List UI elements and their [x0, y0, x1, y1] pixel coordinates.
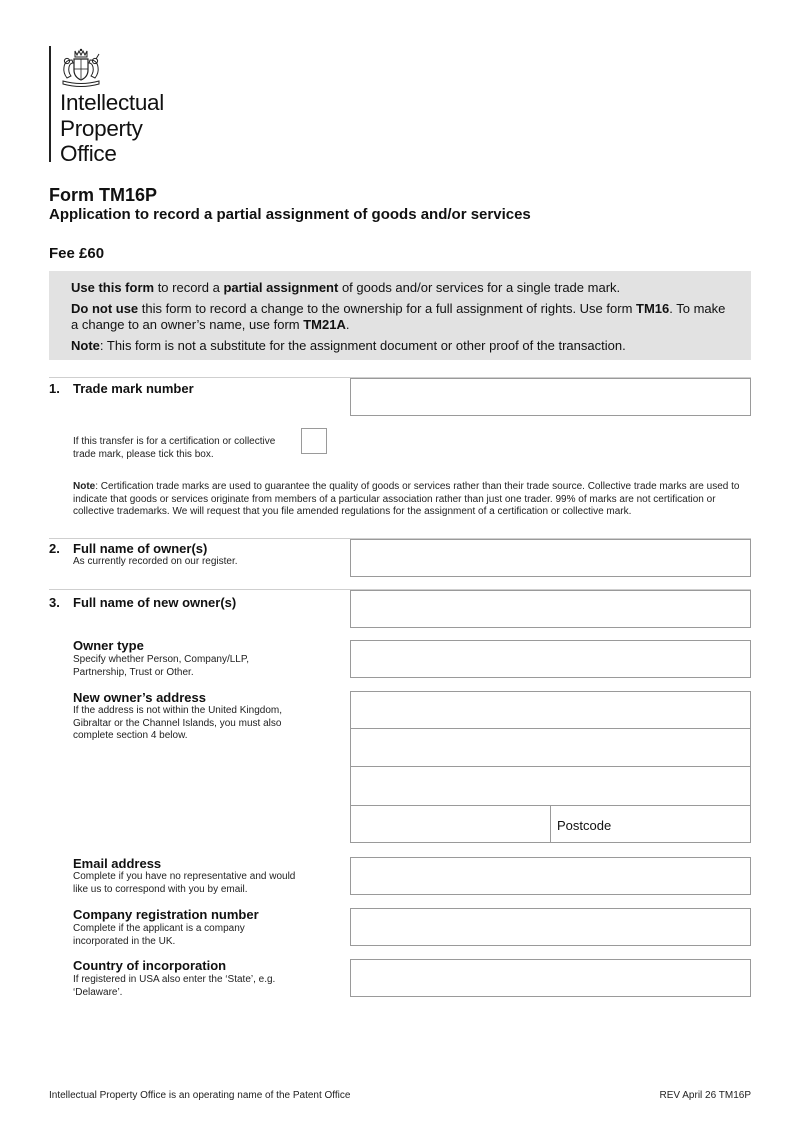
company-registration-hint: Complete if the applicant is a company incorporated in the UK.	[73, 923, 245, 947]
section-2-number: 2.	[49, 541, 60, 556]
info-do-not-use: Do not use this form to record a change to the ownership for a full assignment of rights. Use form TM16. To make a change to an owner’s name, use form TM21A.	[71, 300, 726, 332]
new-owner-address-hint: If the address is not within the United Kingdom, Gibraltar or the Channel Islands, you must also complete section 4 below.	[73, 705, 283, 741]
full-name-new-owner-field[interactable]	[350, 590, 751, 628]
section-3-number: 3.	[49, 595, 60, 610]
owner-type-field[interactable]	[350, 640, 751, 678]
email-address-hint: Complete if you have no representative and would like us to correspond with you by email.	[73, 871, 296, 895]
trade-mark-number-label: Trade mark number	[73, 381, 194, 396]
org-name-line3: Office	[60, 141, 117, 166]
fee-label: Fee £60	[49, 245, 105, 262]
certification-tick-hint: If this transfer is for a certification or collective trade mark, please tick this box.	[73, 436, 276, 460]
footer-revision: REV April 26 TM16P	[659, 1090, 751, 1101]
org-name	[60, 90, 164, 167]
trade-mark-number-field[interactable]	[350, 378, 751, 416]
address-line-2-field[interactable]	[350, 728, 751, 767]
org-name-line1: Intellectual	[60, 90, 164, 115]
info-use-this-form: Use this form to record a partial assignment of goods and/or services for a single trade mark.	[71, 280, 621, 295]
full-name-new-owner-label: Full name of new owner(s)	[73, 595, 237, 610]
email-address-field[interactable]	[350, 857, 751, 895]
ipo-logo	[49, 46, 249, 166]
country-incorporation-field[interactable]	[350, 959, 751, 997]
form-title: Form TM16P	[49, 185, 158, 205]
logo-rule	[49, 46, 51, 162]
certification-checkbox[interactable]	[301, 428, 327, 454]
info-panel	[49, 271, 751, 360]
full-name-owner-field[interactable]	[350, 539, 751, 577]
company-registration-field[interactable]	[350, 908, 751, 946]
footer-operating-name: Intellectual Property Office is an operating name of the Patent Office	[49, 1090, 351, 1101]
full-name-owner-hint: As currently recorded on our register.	[73, 556, 238, 567]
company-registration-label: Company registration number	[73, 907, 259, 922]
owner-type-label: Owner type	[73, 638, 144, 653]
country-incorporation-label: Country of incorporation	[73, 958, 227, 973]
certification-note: Note: Certification trade marks are used to guarantee the quality of goods or services rather than their trade source. Collective trade marks are used to indicate that goods or services originate from members of a particular association rather than just one trader. 99% of marks are not certification or collective trademarks. We will request that you file amended regulations for the assignment of a certification or collective mark.	[73, 481, 740, 517]
country-incorporation-hint: If registered in USA also enter the ‘State’, e.g. ‘Delaware’.	[73, 974, 276, 998]
full-name-owner-label: Full name of owner(s)	[73, 541, 208, 556]
form-subtitle: Application to record a partial assignment of goods and/or services	[49, 206, 531, 223]
email-address-label: Email address	[73, 856, 162, 871]
address-line-4-field[interactable]	[350, 805, 551, 843]
address-line-3-field[interactable]	[350, 766, 751, 806]
royal-crest-icon	[59, 48, 103, 88]
section-1-number: 1.	[49, 381, 60, 396]
address-line-1-field[interactable]	[350, 691, 751, 729]
new-owner-address-label: New owner’s address	[73, 690, 206, 705]
org-name-line2: Property	[60, 115, 143, 141]
info-note: Note: This form is not a substitute for the assignment document or other proof of the transaction.	[71, 337, 626, 353]
postcode-label: Postcode	[557, 818, 612, 833]
postcode-field[interactable]	[550, 805, 751, 843]
owner-type-hint: Specify whether Person, Company/LLP, Partnership, Trust or Other.	[73, 654, 250, 678]
